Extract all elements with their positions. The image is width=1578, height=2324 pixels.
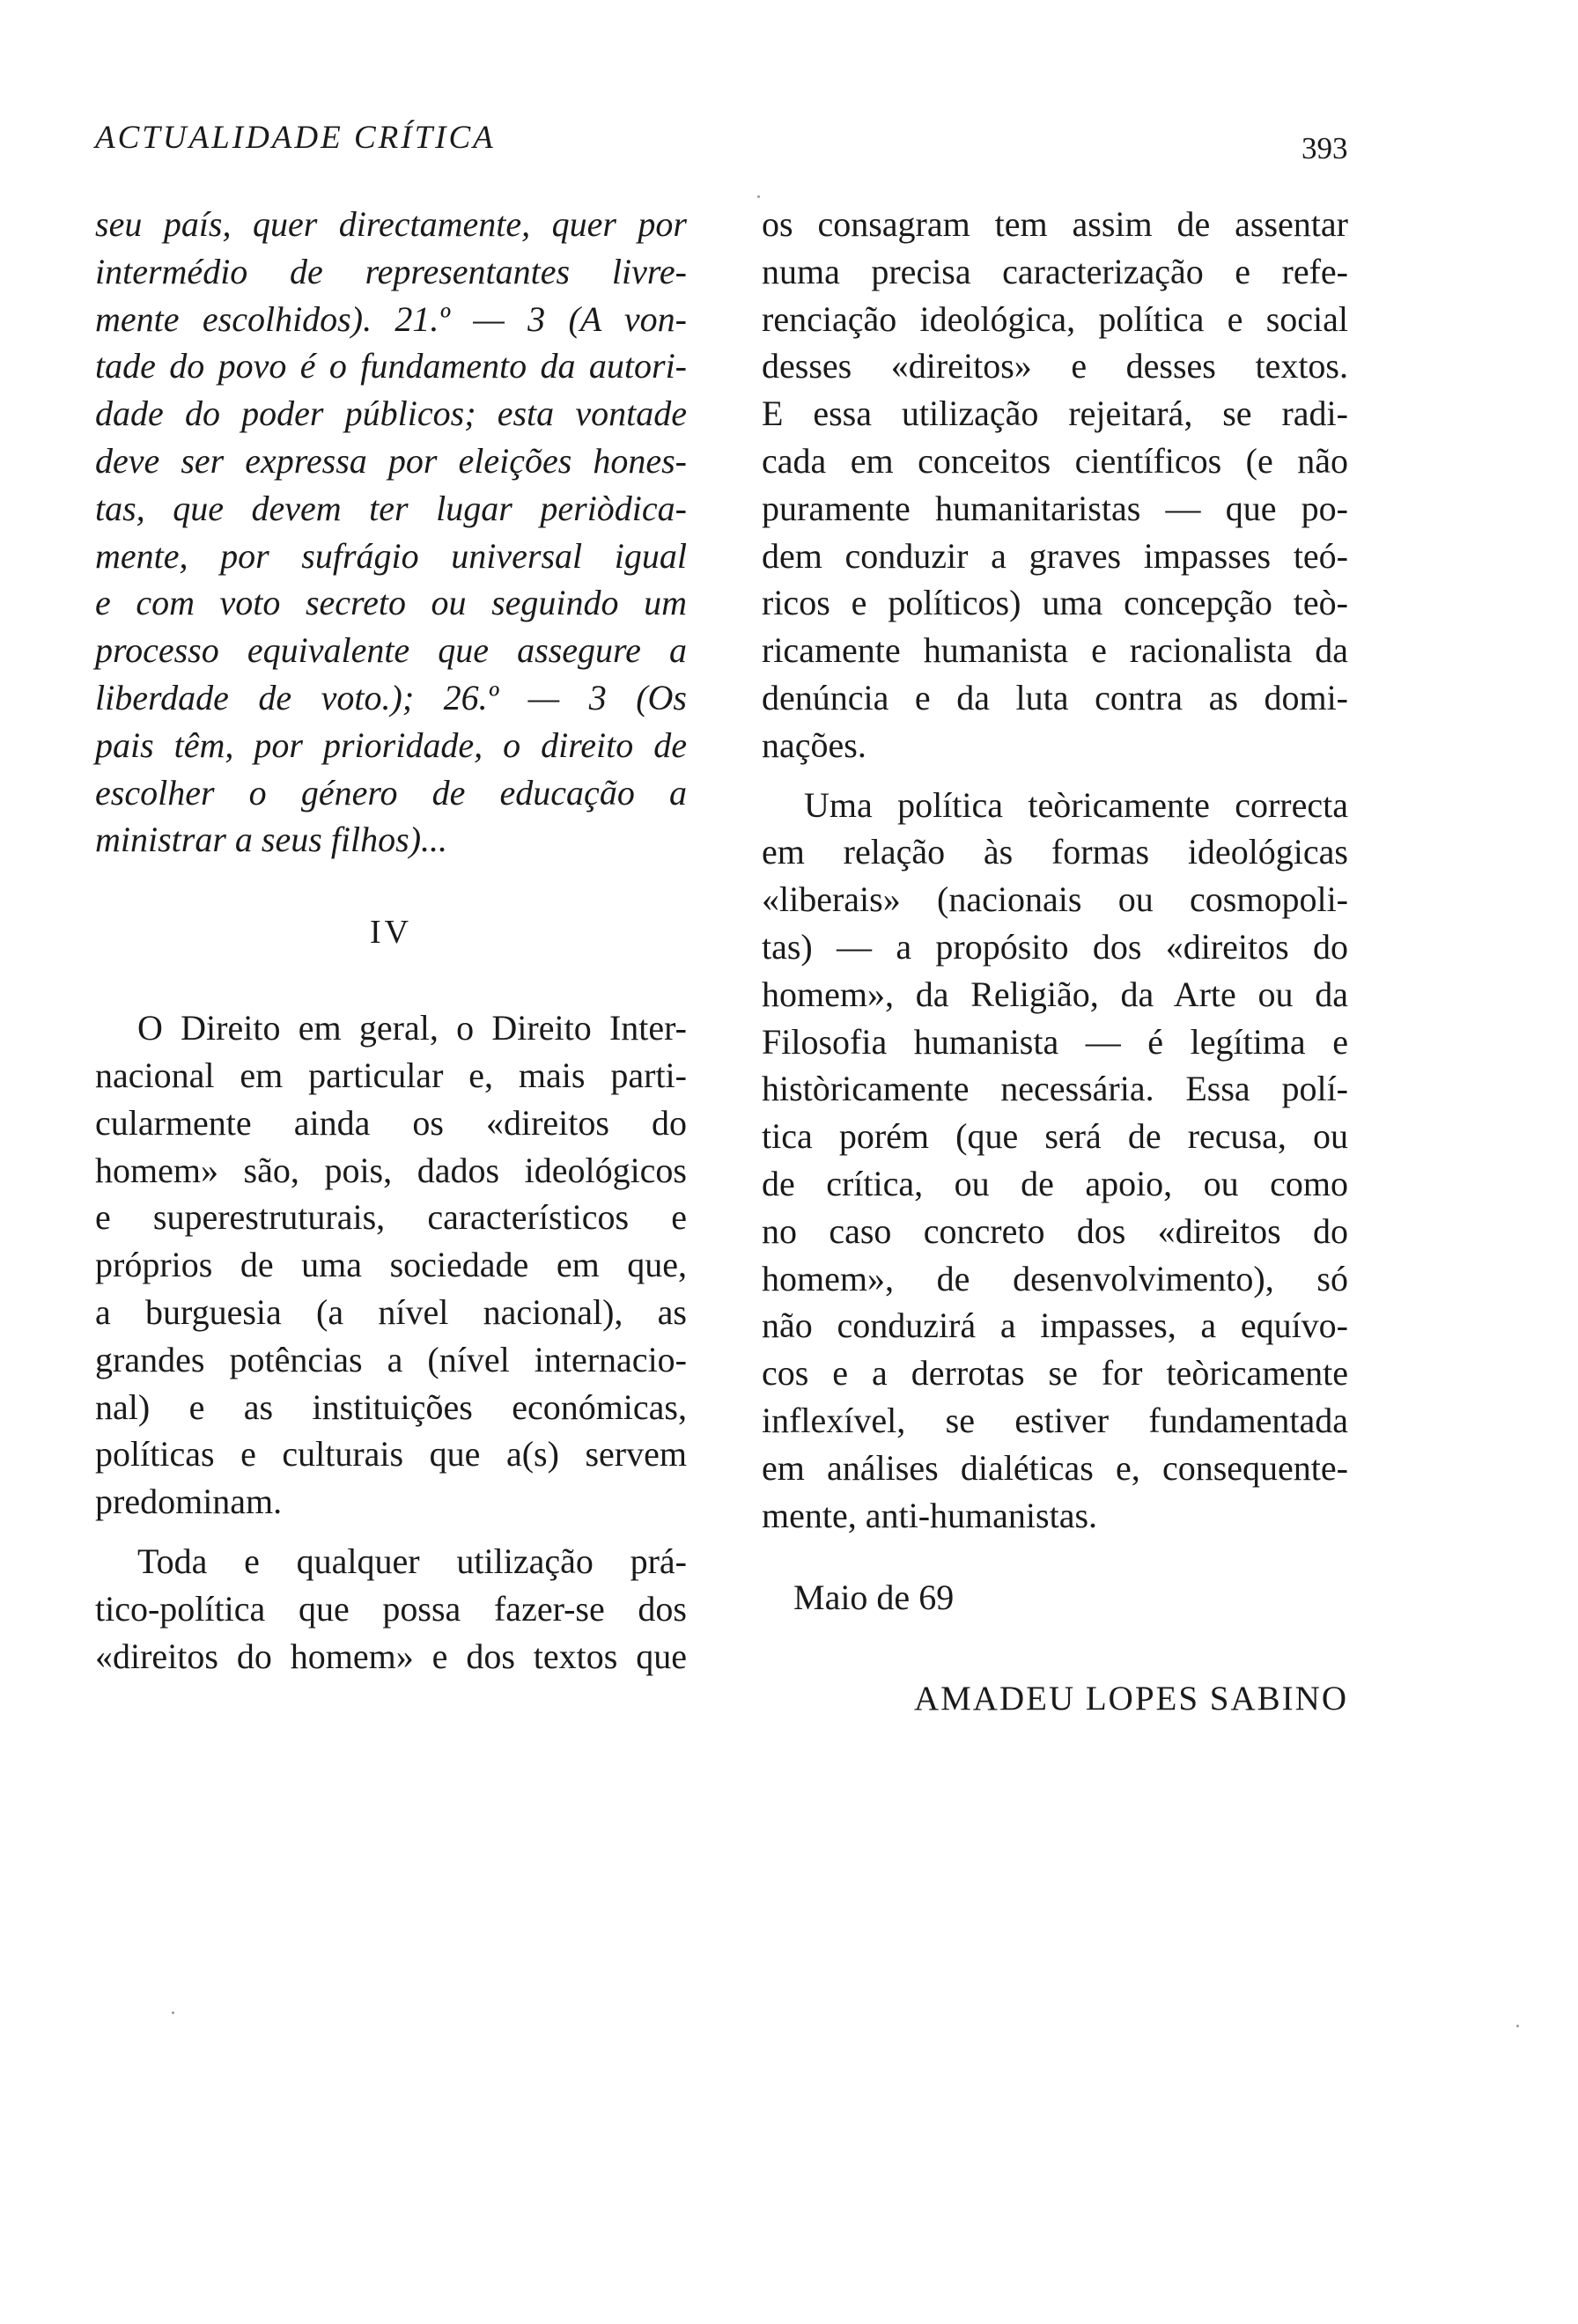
section-heading-label: IV (369, 914, 413, 952)
text-line: seu país, quer directamente, quer por (95, 204, 687, 244)
text-line: puramente humanitaristas — que po- (762, 488, 1348, 528)
text-line: renciação ideológica, política e social (762, 298, 1348, 339)
page-number: 393 (1301, 131, 1348, 165)
text-line: pais têm, por prioridade, o direito de (95, 724, 687, 765)
scan-speck (1516, 2025, 1519, 2027)
text-line: tas, que devem ter lugar periòdica- (95, 488, 687, 528)
text-line: homem», da Religião, da Arte ou da (762, 974, 1348, 1014)
text-line: e com voto secreto ou seguindo um (95, 583, 687, 623)
text-line: mente escolhidos). 21.º — 3 (A von- (95, 298, 687, 339)
text-line: liberdade de voto.); 26.º — 3 (Os (95, 677, 687, 717)
text-line: tico-política que possa fazer-se dos (95, 1588, 687, 1629)
text-line: ricos e políticos) uma concepção teò- (762, 583, 1348, 623)
text-line: mente, anti-humanistas. (762, 1495, 1098, 1535)
right-column (762, 201, 1348, 1723)
text-line: E essa utilização rejeitará, se radi- (762, 393, 1348, 434)
text-line: mente, por sufrágio universal igual (95, 535, 687, 576)
text-line: nacional em particular e, mais parti- (95, 1055, 687, 1095)
text-line: històricamente necessária. Essa polí- (762, 1069, 1348, 1109)
text-line: denúncia e da luta contra as domi- (762, 677, 1348, 717)
author-signature: AMADEU LOPES SABINO (913, 1680, 1348, 1718)
text-line: cularmente ainda os «direitos do (95, 1102, 687, 1143)
text-line: cada em conceitos científicos (e não (762, 440, 1348, 481)
text-line: tas) — a propósito dos «direitos do (762, 926, 1348, 967)
text-line: ricamente humanista e racionalista da (762, 630, 1348, 671)
section-heading (95, 864, 687, 1004)
text-line: «direitos do homem» e dos textos que (95, 1636, 687, 1676)
text-line: homem» são, pois, dados ideológicos (95, 1150, 687, 1190)
text-line: homem», de desenvolvimento), só (762, 1258, 1348, 1298)
running-title: ACTUALIDADE CRÍTICA (95, 120, 496, 156)
text-line: políticas e culturais que a(s) servem (95, 1434, 687, 1475)
text-line: não conduzirá a impasses, a equívo- (762, 1305, 1348, 1346)
page-header (95, 119, 1363, 172)
paragraph (95, 1538, 687, 1680)
paragraph (762, 201, 1348, 769)
text-line: nações. (762, 724, 866, 765)
text-line: inflexível, se estiver fundamentada (762, 1400, 1348, 1440)
text-line: predominam. (95, 1482, 283, 1522)
text-line: processo equivalente que assegure a (95, 630, 687, 671)
text-line: tica porém (que será de recusa, ou (762, 1116, 1348, 1157)
text-line: escolher o género de educação a (95, 772, 687, 813)
text-line: numa precisa caracterização e refe- (762, 251, 1348, 291)
paragraph (762, 782, 1348, 1540)
text-line: em análises dialéticas e, consequente- (762, 1447, 1348, 1488)
text-line: Toda e qualquer utilização prá- (137, 1541, 687, 1581)
scan-speck (172, 2011, 174, 2014)
text-line: a burguesia (a nível nacional), as (95, 1291, 687, 1332)
scan-speck (757, 195, 760, 198)
text-line: em relação às formas ideológicas (762, 832, 1348, 872)
paragraph-gap (762, 769, 1348, 782)
text-line: de crítica, ou de apoio, ou como (762, 1163, 1348, 1203)
paragraph (95, 1004, 687, 1526)
text-line: dem conduzir a graves impasses teó- (762, 535, 1348, 576)
text-line: os consagram tem assim de assentar (762, 204, 1348, 244)
text-line: «liberais» (nacionais ou cosmopoli- (762, 879, 1348, 920)
text-line: Uma política teòricamente correcta (804, 784, 1348, 825)
italic-quotation (95, 201, 687, 864)
text-line: deve ser expressa por eleições hones- (95, 440, 687, 481)
text-line: cos e a derrotas se for teòricamente (762, 1353, 1348, 1394)
text-line: ministrar a seus filhos)... (95, 820, 448, 860)
text-line: no caso concreto dos «direitos do (762, 1210, 1348, 1251)
text-line: e superestruturais, característicos e (95, 1197, 687, 1238)
text-line: grandes potências a (nível internacio- (95, 1339, 687, 1379)
text-line: Filosofia humanista — é legítima e (762, 1021, 1348, 1062)
paragraph-gap (95, 1526, 687, 1538)
text-line: intermédio de representantes livre- (95, 251, 687, 291)
text-line: próprios de uma sociedade em que, (95, 1245, 687, 1285)
text-line: nal) e as instituições económicas, (95, 1386, 687, 1427)
text-line: O Direito em geral, o Direito Inter- (137, 1008, 687, 1048)
left-column (95, 201, 687, 1680)
closing-date: Maio de 69 (793, 1578, 955, 1618)
text-line: tade do povo é o fundamento da autori- (95, 346, 687, 386)
text-line: dade do poder públicos; esta vontade (95, 393, 687, 434)
text-line: desses «direitos» e desses textos. (762, 346, 1348, 386)
